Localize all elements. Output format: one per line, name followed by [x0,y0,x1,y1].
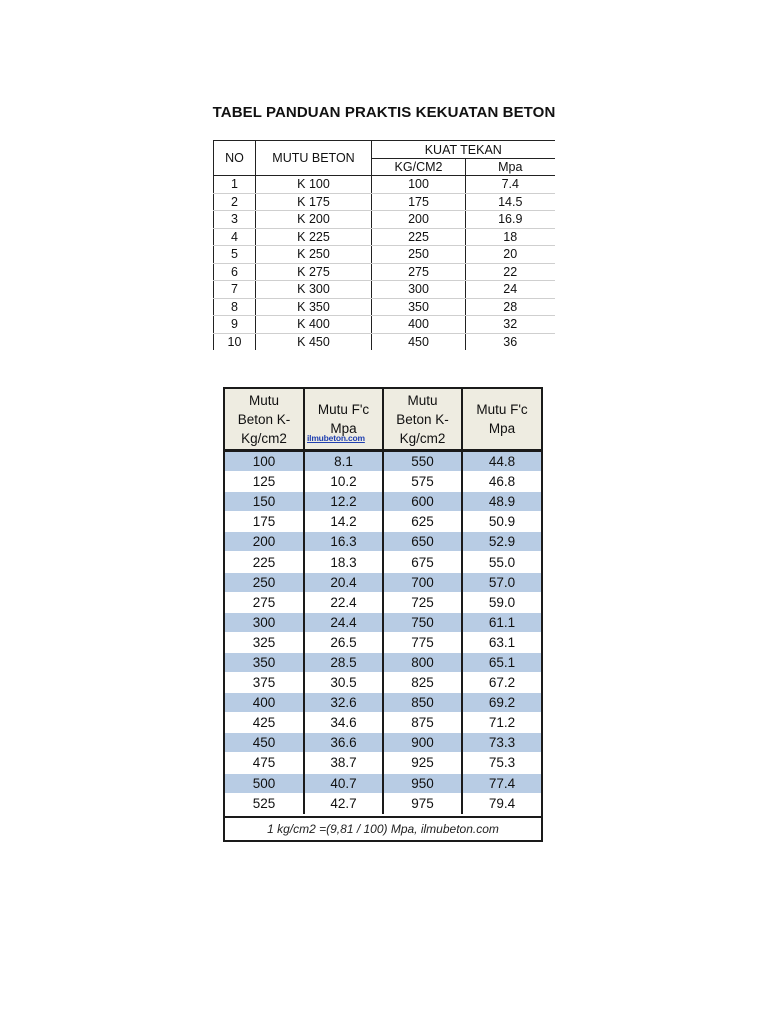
cell-mutu-k-2: 850 [383,693,462,713]
cell-no: 5 [214,246,256,264]
cell-mutu-k-2: 750 [383,612,462,632]
cell-fc-2: 55.0 [462,552,541,572]
cell-mutu-k-1: 500 [225,773,304,793]
cell-mutu-k-2: 550 [383,451,462,472]
cell-fc-1: 34.6 [304,713,383,733]
table-row [225,612,541,632]
cell-mutu-k-2: 800 [383,652,462,672]
cell-mutu-k-2: 975 [383,793,462,813]
cell-mutu-k-2: 725 [383,592,462,612]
cell-mutu-beton: K 350 [256,298,372,316]
cell-mpa: 14.5 [466,193,555,211]
table-row [225,673,541,693]
cell-fc-2: 77.4 [462,773,541,793]
cell-mpa: 32 [466,316,555,334]
cell-mutu-k-1: 425 [225,713,304,733]
table1-body [214,176,555,351]
cell-fc-2: 65.1 [462,652,541,672]
cell-fc-1: 12.2 [304,492,383,512]
cell-no: 9 [214,316,256,334]
cell-mutu-k-2: 775 [383,632,462,652]
cell-fc-2: 52.9 [462,532,541,552]
header-kg-cm2: KG/CM2 [372,159,466,176]
table-row [214,211,555,229]
cell-mutu-k-2: 950 [383,773,462,793]
cell-fc-1: 24.4 [304,612,383,632]
cell-fc-2: 61.1 [462,612,541,632]
cell-kg-cm2: 225 [372,228,466,246]
cell-no: 3 [214,211,256,229]
cell-mutu-k-1: 125 [225,472,304,492]
cell-fc-1: 14.2 [304,512,383,532]
table-row [225,773,541,793]
cell-mutu-k-2: 625 [383,512,462,532]
table-row [225,492,541,512]
table2-body [225,451,541,814]
cell-kg-cm2: 400 [372,316,466,334]
cell-fc-2: 48.9 [462,492,541,512]
cell-mutu-k-1: 450 [225,733,304,753]
header-mutu-fc-1: Mutu F'c Mpa ilmubeton.com [304,389,383,451]
cell-mutu-k-1: 225 [225,552,304,572]
header-mutu-fc-2: Mutu F'c Mpa [462,389,541,451]
cell-mpa: 20 [466,246,555,264]
cell-mutu-k-2: 925 [383,753,462,773]
header-no: NO [214,141,256,176]
cell-mpa: 7.4 [466,176,555,194]
cell-mutu-k-1: 150 [225,492,304,512]
cell-mutu-k-2: 900 [383,733,462,753]
cell-mutu-beton: K 450 [256,333,372,350]
cell-mutu-k-1: 350 [225,652,304,672]
cell-kg-cm2: 275 [372,263,466,281]
strength-guide-table [213,140,555,350]
cell-mutu-beton: K 275 [256,263,372,281]
cell-kg-cm2: 350 [372,298,466,316]
header-mpa: Mpa [466,159,555,176]
conversion-footnote: 1 kg/cm2 =(9,81 / 100) Mpa, ilmubeton.com [225,816,541,840]
cell-no: 4 [214,228,256,246]
cell-mutu-beton: K 300 [256,281,372,299]
cell-fc-1: 30.5 [304,673,383,693]
cell-fc-2: 50.9 [462,512,541,532]
cell-fc-1: 18.3 [304,552,383,572]
table-row [225,572,541,592]
header-mutu-beton-k-2: Mutu Beton K- Kg/cm2 [383,389,462,451]
cell-fc-1: 26.5 [304,632,383,652]
table-row [225,632,541,652]
cell-mutu-k-2: 875 [383,713,462,733]
cell-fc-1: 16.3 [304,532,383,552]
cell-mutu-k-1: 175 [225,512,304,532]
cell-no: 6 [214,263,256,281]
cell-fc-2: 59.0 [462,592,541,612]
cell-mutu-k-1: 325 [225,632,304,652]
cell-fc-1: 38.7 [304,753,383,773]
cell-fc-1: 36.6 [304,733,383,753]
table-row [225,451,541,472]
cell-mpa: 28 [466,298,555,316]
cell-fc-2: 46.8 [462,472,541,492]
table-row [225,693,541,713]
table-row [225,713,541,733]
header-mutu-beton: MUTU BETON [256,141,372,176]
cell-kg-cm2: 100 [372,176,466,194]
cell-no: 10 [214,333,256,350]
cell-fc-2: 71.2 [462,713,541,733]
cell-fc-2: 73.3 [462,733,541,753]
cell-mutu-k-1: 100 [225,451,304,472]
cell-mpa: 36 [466,333,555,350]
cell-no: 1 [214,176,256,194]
cell-mutu-k-1: 275 [225,592,304,612]
cell-mutu-k-2: 575 [383,472,462,492]
conversion-table [225,389,541,814]
table-row [214,176,555,194]
table-row [225,512,541,532]
table-row [214,193,555,211]
cell-fc-2: 75.3 [462,753,541,773]
cell-no: 8 [214,298,256,316]
cell-mutu-k-2: 600 [383,492,462,512]
cell-mutu-k-1: 200 [225,532,304,552]
table-row [225,532,541,552]
cell-mutu-k-1: 475 [225,753,304,773]
cell-fc-1: 10.2 [304,472,383,492]
table-row [225,753,541,773]
table-row [225,793,541,813]
cell-mutu-beton: K 200 [256,211,372,229]
table-row [214,316,555,334]
cell-kg-cm2: 250 [372,246,466,264]
cell-kg-cm2: 175 [372,193,466,211]
cell-kg-cm2: 200 [372,211,466,229]
cell-mutu-k-2: 675 [383,552,462,572]
cell-no: 2 [214,193,256,211]
document-title: TABEL PANDUAN PRAKTIS KEKUATAN BETON [212,104,556,121]
conversion-table-image [223,387,543,842]
cell-kg-cm2: 300 [372,281,466,299]
cell-mpa: 18 [466,228,555,246]
cell-mutu-k-1: 375 [225,673,304,693]
cell-mutu-k-2: 650 [383,532,462,552]
cell-mutu-beton: K 225 [256,228,372,246]
cell-mutu-beton: K 100 [256,176,372,194]
cell-fc-1: 20.4 [304,572,383,592]
table-row [214,333,555,350]
cell-fc-1: 28.5 [304,652,383,672]
cell-fc-2: 69.2 [462,693,541,713]
cell-fc-1: 42.7 [304,793,383,813]
table-row [214,246,555,264]
cell-mutu-beton: K 250 [256,246,372,264]
cell-mutu-k-1: 250 [225,572,304,592]
cell-mutu-beton: K 400 [256,316,372,334]
cell-mutu-k-2: 825 [383,673,462,693]
table-row [225,733,541,753]
cell-fc-1: 8.1 [304,451,383,472]
cell-fc-1: 40.7 [304,773,383,793]
cell-mutu-k-1: 525 [225,793,304,813]
cell-mutu-k-1: 400 [225,693,304,713]
cell-fc-1: 22.4 [304,592,383,612]
cell-fc-2: 57.0 [462,572,541,592]
cell-fc-2: 63.1 [462,632,541,652]
table-row [214,228,555,246]
cell-fc-1: 32.6 [304,693,383,713]
watermark-link: ilmubeton.com [307,433,365,443]
table-row [225,472,541,492]
cell-no: 7 [214,281,256,299]
header-kuat-tekan: KUAT TEKAN [372,141,555,159]
cell-mutu-beton: K 175 [256,193,372,211]
cell-kg-cm2: 450 [372,333,466,350]
cell-fc-2: 67.2 [462,673,541,693]
table-row [225,592,541,612]
table-row [225,652,541,672]
table-row [214,281,555,299]
header-mutu-beton-k-1: Mutu Beton K- Kg/cm2 [225,389,304,451]
cell-mutu-k-1: 300 [225,612,304,632]
table-row [225,552,541,572]
cell-fc-2: 44.8 [462,451,541,472]
cell-mpa: 16.9 [466,211,555,229]
cell-mutu-k-2: 700 [383,572,462,592]
cell-mpa: 22 [466,263,555,281]
table-row [214,263,555,281]
table-row [214,298,555,316]
cell-mpa: 24 [466,281,555,299]
cell-fc-2: 79.4 [462,793,541,813]
